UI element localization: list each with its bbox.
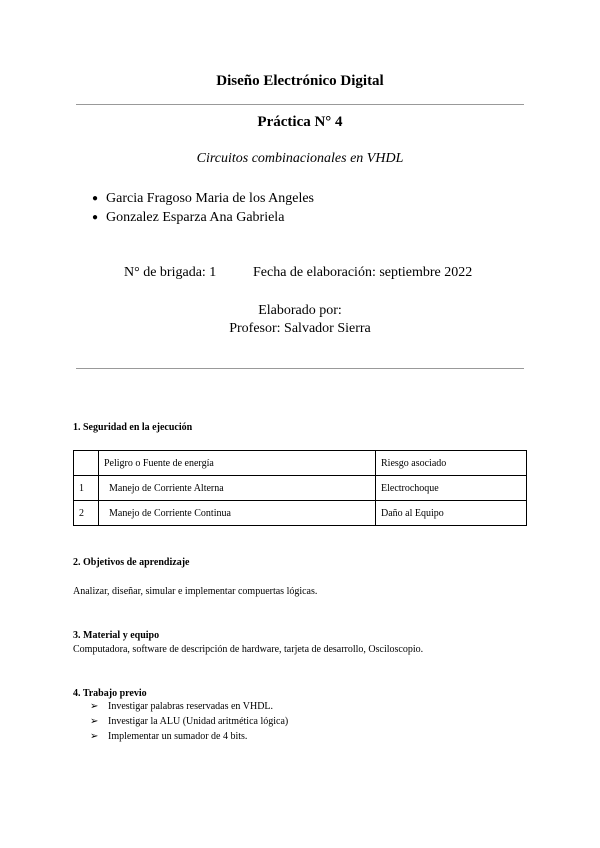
list-item-text: Implementar un sumador de 4 bits. — [108, 731, 248, 742]
table-header-cell: Peligro o Fuente de energía — [99, 451, 376, 476]
table-cell: Manejo de Corriente Continua — [99, 501, 376, 526]
divider-top — [76, 104, 524, 105]
section-2-text: Analizar, diseñar, simular e implementar compuertas lógicas. — [73, 586, 318, 597]
table-header-cell — [74, 451, 99, 476]
table-cell: Manejo de Corriente Alterna — [99, 476, 376, 501]
list-item — [90, 729, 288, 744]
table-row — [74, 476, 527, 501]
bullet-icon: ● — [92, 193, 99, 204]
section-1-title: 1. Seguridad en la ejecución — [73, 422, 193, 433]
table-header-cell: Riesgo asociado — [376, 451, 527, 476]
list-item — [90, 699, 288, 714]
table-cell: 1 — [74, 476, 99, 501]
arrow-bullet-icon: ➢ — [90, 716, 99, 727]
practice-subtitle: Circuitos combinacionales en VHDL — [196, 151, 404, 166]
section-3-text: Computadora, software de descripción de hardware, tarjeta de desarrollo, Osciloscopio. — [73, 644, 424, 655]
course-title: Diseño Electrónico Digital — [216, 73, 384, 89]
table-cell: 2 — [74, 501, 99, 526]
elaboration-date: Fecha de elaboración: septiembre 2022 — [253, 265, 473, 280]
arrow-bullet-icon: ➢ — [90, 701, 99, 712]
student-item — [92, 189, 314, 208]
bullet-icon: ● — [92, 212, 99, 223]
list-item-text: Investigar la ALU (Unidad aritmética lógica) — [108, 716, 289, 727]
risk-table — [73, 450, 527, 526]
table-header-row — [74, 451, 527, 476]
student-name: Garcia Fragoso Maria de los Angeles — [106, 190, 314, 206]
section-4-title: 4. Trabajo previo — [73, 688, 147, 699]
practice-title: Práctica N° 4 — [257, 114, 343, 130]
brigade-number: N° de brigada: 1 — [124, 265, 217, 280]
section-3-title: 3. Material y equipo — [73, 630, 160, 641]
divider-bottom — [76, 368, 524, 369]
section-2-title: 2. Objetivos de aprendizaje — [73, 557, 190, 568]
student-item — [92, 208, 314, 227]
list-item-text: Investigar palabras reservadas en VHDL. — [108, 701, 274, 712]
table-cell: Daño al Equipo — [376, 501, 527, 526]
arrow-bullet-icon: ➢ — [90, 731, 99, 742]
student-name: Gonzalez Esparza Ana Gabriela — [106, 209, 285, 225]
table-row — [74, 501, 527, 526]
list-item — [90, 714, 288, 729]
prework-list — [90, 699, 288, 744]
made-by-label: Elaborado por: — [258, 303, 342, 318]
student-list — [92, 189, 314, 227]
table-cell: Electrochoque — [376, 476, 527, 501]
professor-name: Profesor: Salvador Sierra — [229, 321, 371, 336]
